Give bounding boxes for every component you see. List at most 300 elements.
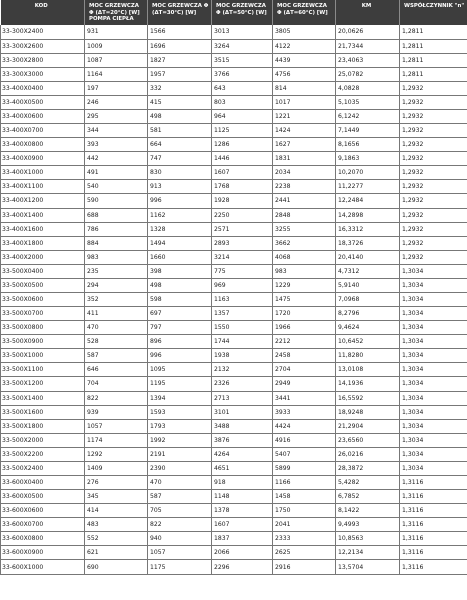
table-row	[1, 419, 467, 433]
cell-kod: 33-600X0900	[1, 546, 85, 560]
cell-power-dt20: 1292	[85, 447, 148, 461]
cell-coefficient-n: 1,3034	[400, 321, 467, 335]
cell-km: 5,9140	[336, 278, 400, 292]
cell-coefficient-n: 1,3116	[400, 476, 467, 490]
cell-coefficient-n: 1,2932	[400, 208, 467, 222]
cell-power-dt50: 1357	[212, 307, 273, 321]
cell-km: 5,4282	[336, 476, 400, 490]
cell-power-dt30: 415	[148, 95, 212, 109]
cell-power-dt60: 1458	[273, 490, 336, 504]
header-power-dt60: MOC GRZEWCZA Φ (ΔT=60°C) [W]	[273, 0, 336, 25]
cell-power-dt30: 1696	[148, 39, 212, 53]
cell-coefficient-n: 1,3116	[400, 490, 467, 504]
table-row	[1, 335, 467, 349]
cell-power-dt30: 1328	[148, 222, 212, 236]
cell-power-dt60: 3662	[273, 236, 336, 250]
cell-power-dt60: 1966	[273, 321, 336, 335]
cell-power-dt60: 2441	[273, 194, 336, 208]
cell-km: 6,1242	[336, 109, 400, 123]
cell-power-dt60: 2848	[273, 208, 336, 222]
cell-power-dt20: 491	[85, 166, 148, 180]
cell-km: 26,0216	[336, 447, 400, 461]
cell-power-dt20: 393	[85, 138, 148, 152]
cell-km: 14,1936	[336, 377, 400, 391]
cell-km: 4,0828	[336, 81, 400, 95]
cell-power-dt50: 1938	[212, 349, 273, 363]
cell-kod: 33-500X0800	[1, 321, 85, 335]
cell-kod: 33-400X0900	[1, 152, 85, 166]
cell-power-dt20: 983	[85, 250, 148, 264]
cell-km: 18,9248	[336, 405, 400, 419]
cell-power-dt50: 1837	[212, 532, 273, 546]
cell-power-dt30: 940	[148, 532, 212, 546]
cell-power-dt20: 939	[85, 405, 148, 419]
cell-power-dt60: 1475	[273, 292, 336, 306]
table-row	[1, 490, 467, 504]
header-row	[1, 0, 467, 25]
cell-coefficient-n: 1,3034	[400, 447, 467, 461]
cell-power-dt30: 1175	[148, 560, 212, 574]
cell-power-dt60: 1627	[273, 138, 336, 152]
cell-power-dt30: 913	[148, 180, 212, 194]
cell-coefficient-n: 1,2932	[400, 138, 467, 152]
cell-power-dt50: 3766	[212, 67, 273, 81]
cell-power-dt60: 3933	[273, 405, 336, 419]
table-row	[1, 546, 467, 560]
table-row	[1, 166, 467, 180]
cell-coefficient-n: 1,3034	[400, 335, 467, 349]
cell-power-dt50: 1446	[212, 152, 273, 166]
cell-power-dt60: 3441	[273, 391, 336, 405]
cell-power-dt20: 822	[85, 391, 148, 405]
cell-coefficient-n: 1,2811	[400, 53, 467, 67]
header-km: KM	[336, 0, 400, 25]
cell-power-dt50: 1928	[212, 194, 273, 208]
cell-kod: 33-500X0700	[1, 307, 85, 321]
cell-power-dt50: 1768	[212, 180, 273, 194]
cell-power-dt30: 498	[148, 278, 212, 292]
header-coefficient-n: WSPÓŁCZYNNIK "n"	[400, 0, 467, 25]
cell-kod: 33-500X1000	[1, 349, 85, 363]
cell-km: 21,7344	[336, 39, 400, 53]
cell-power-dt20: 276	[85, 476, 148, 490]
cell-km: 23,6560	[336, 433, 400, 447]
cell-power-dt30: 1095	[148, 363, 212, 377]
cell-power-dt60: 2238	[273, 180, 336, 194]
cell-power-dt20: 590	[85, 194, 148, 208]
table-row	[1, 447, 467, 461]
table-row	[1, 53, 467, 67]
cell-coefficient-n: 1,2932	[400, 81, 467, 95]
cell-coefficient-n: 1,3034	[400, 292, 467, 306]
cell-kod: 33-600X0600	[1, 504, 85, 518]
header-power-dt50: MOC GRZEWCZA Φ (ΔT=50°C) [W]	[212, 0, 273, 25]
table-row	[1, 433, 467, 447]
cell-kod: 33-500X2400	[1, 461, 85, 475]
cell-kod: 33-500X1100	[1, 363, 85, 377]
table-row	[1, 208, 467, 222]
cell-km: 20,4140	[336, 250, 400, 264]
cell-power-dt50: 3515	[212, 53, 273, 67]
cell-power-dt30: 664	[148, 138, 212, 152]
cell-km: 8,2796	[336, 307, 400, 321]
table-row	[1, 124, 467, 138]
cell-km: 8,1422	[336, 504, 400, 518]
table-body	[1, 25, 467, 574]
cell-kod: 33-400X0400	[1, 81, 85, 95]
cell-power-dt20: 1409	[85, 461, 148, 475]
cell-power-dt50: 3876	[212, 433, 273, 447]
cell-power-dt60: 3255	[273, 222, 336, 236]
cell-km: 6,7852	[336, 490, 400, 504]
cell-power-dt60: 2704	[273, 363, 336, 377]
cell-coefficient-n: 1,3116	[400, 518, 467, 532]
cell-km: 23,4063	[336, 53, 400, 67]
cell-power-dt20: 470	[85, 321, 148, 335]
cell-power-dt60: 1831	[273, 152, 336, 166]
cell-km: 16,3312	[336, 222, 400, 236]
cell-km: 18,3726	[336, 236, 400, 250]
cell-power-dt60: 983	[273, 264, 336, 278]
cell-power-dt50: 803	[212, 95, 273, 109]
cell-power-dt30: 1827	[148, 53, 212, 67]
cell-power-dt50: 1550	[212, 321, 273, 335]
table-row	[1, 349, 467, 363]
cell-kod: 33-400X1100	[1, 180, 85, 194]
cell-km: 9,4624	[336, 321, 400, 335]
cell-coefficient-n: 1,2932	[400, 109, 467, 123]
cell-power-dt60: 1750	[273, 504, 336, 518]
cell-power-dt50: 918	[212, 476, 273, 490]
table-row	[1, 81, 467, 95]
cell-coefficient-n: 1,2811	[400, 67, 467, 81]
table-row	[1, 307, 467, 321]
cell-power-dt50: 3488	[212, 419, 273, 433]
cell-kod: 33-500X0500	[1, 278, 85, 292]
cell-power-dt60: 5407	[273, 447, 336, 461]
cell-power-dt50: 775	[212, 264, 273, 278]
cell-km: 11,2277	[336, 180, 400, 194]
table-row	[1, 363, 467, 377]
cell-coefficient-n: 1,2811	[400, 39, 467, 53]
cell-power-dt30: 996	[148, 349, 212, 363]
cell-power-dt60: 4439	[273, 53, 336, 67]
cell-power-dt50: 1125	[212, 124, 273, 138]
cell-kod: 33-600X0700	[1, 518, 85, 532]
cell-power-dt50: 3214	[212, 250, 273, 264]
cell-power-dt30: 2191	[148, 447, 212, 461]
cell-coefficient-n: 1,3116	[400, 546, 467, 560]
cell-km: 9,4993	[336, 518, 400, 532]
cell-power-dt50: 2571	[212, 222, 273, 236]
table-row	[1, 222, 467, 236]
cell-coefficient-n: 1,2932	[400, 95, 467, 109]
cell-coefficient-n: 1,2932	[400, 194, 467, 208]
cell-power-dt30: 1394	[148, 391, 212, 405]
cell-coefficient-n: 1,3034	[400, 433, 467, 447]
cell-kod: 33-600X0800	[1, 532, 85, 546]
cell-power-dt50: 1378	[212, 504, 273, 518]
cell-coefficient-n: 1,3034	[400, 278, 467, 292]
cell-power-dt20: 540	[85, 180, 148, 194]
cell-kod: 33-500X1400	[1, 391, 85, 405]
cell-power-dt20: 352	[85, 292, 148, 306]
cell-power-dt60: 1221	[273, 109, 336, 123]
cell-power-dt50: 4264	[212, 447, 273, 461]
table-row	[1, 278, 467, 292]
table-row	[1, 405, 467, 419]
cell-power-dt60: 2041	[273, 518, 336, 532]
cell-power-dt30: 747	[148, 152, 212, 166]
cell-kod: 33-500X0600	[1, 292, 85, 306]
cell-km: 9,1863	[336, 152, 400, 166]
cell-power-dt60: 4424	[273, 419, 336, 433]
cell-power-dt20: 688	[85, 208, 148, 222]
cell-kod: 33-400X1600	[1, 222, 85, 236]
cell-kod: 33-600X1000	[1, 560, 85, 574]
cell-power-dt30: 830	[148, 166, 212, 180]
cell-coefficient-n: 1,3034	[400, 405, 467, 419]
cell-power-dt20: 884	[85, 236, 148, 250]
cell-coefficient-n: 1,2932	[400, 250, 467, 264]
table-row	[1, 152, 467, 166]
cell-power-dt30: 581	[148, 124, 212, 138]
cell-power-dt20: 442	[85, 152, 148, 166]
cell-km: 10,8563	[336, 532, 400, 546]
cell-power-dt30: 398	[148, 264, 212, 278]
cell-power-dt60: 2333	[273, 532, 336, 546]
table-row	[1, 391, 467, 405]
cell-power-dt30: 1162	[148, 208, 212, 222]
table-row	[1, 236, 467, 250]
cell-power-dt60: 1229	[273, 278, 336, 292]
table-row	[1, 39, 467, 53]
cell-power-dt60: 1720	[273, 307, 336, 321]
cell-power-dt60: 3805	[273, 25, 336, 39]
table-row	[1, 194, 467, 208]
cell-power-dt20: 295	[85, 109, 148, 123]
cell-coefficient-n: 1,2932	[400, 152, 467, 166]
cell-kod: 33-400X0500	[1, 95, 85, 109]
cell-power-dt30: 1057	[148, 546, 212, 560]
cell-power-dt20: 411	[85, 307, 148, 321]
cell-kod: 33-300X2600	[1, 39, 85, 53]
cell-power-dt50: 3013	[212, 25, 273, 39]
cell-power-dt50: 4651	[212, 461, 273, 475]
cell-power-dt20: 690	[85, 560, 148, 574]
cell-power-dt30: 498	[148, 109, 212, 123]
cell-power-dt60: 1166	[273, 476, 336, 490]
cell-power-dt50: 2713	[212, 391, 273, 405]
cell-power-dt20: 1174	[85, 433, 148, 447]
cell-power-dt30: 1593	[148, 405, 212, 419]
cell-power-dt20: 704	[85, 377, 148, 391]
cell-power-dt50: 2132	[212, 363, 273, 377]
cell-power-dt60: 2949	[273, 377, 336, 391]
table-row	[1, 264, 467, 278]
cell-power-dt30: 1992	[148, 433, 212, 447]
cell-power-dt20: 294	[85, 278, 148, 292]
cell-coefficient-n: 1,2811	[400, 25, 467, 39]
cell-km: 28,3872	[336, 461, 400, 475]
cell-power-dt60: 2458	[273, 349, 336, 363]
cell-kod: 33-300X2400	[1, 25, 85, 39]
cell-coefficient-n: 1,3034	[400, 419, 467, 433]
cell-power-dt50: 2296	[212, 560, 273, 574]
cell-power-dt20: 1087	[85, 53, 148, 67]
table-row	[1, 109, 467, 123]
cell-km: 12,2484	[336, 194, 400, 208]
cell-km: 25,0782	[336, 67, 400, 81]
cell-power-dt60: 2625	[273, 546, 336, 560]
cell-coefficient-n: 1,2932	[400, 180, 467, 194]
cell-kod: 33-400X1800	[1, 236, 85, 250]
cell-power-dt30: 697	[148, 307, 212, 321]
cell-power-dt60: 5899	[273, 461, 336, 475]
cell-power-dt20: 646	[85, 363, 148, 377]
cell-power-dt50: 1607	[212, 166, 273, 180]
cell-power-dt30: 587	[148, 490, 212, 504]
cell-power-dt20: 344	[85, 124, 148, 138]
cell-kod: 33-400X0700	[1, 124, 85, 138]
cell-power-dt30: 1195	[148, 377, 212, 391]
table-row	[1, 518, 467, 532]
cell-power-dt20: 483	[85, 518, 148, 532]
cell-power-dt30: 1660	[148, 250, 212, 264]
cell-coefficient-n: 1,2932	[400, 166, 467, 180]
table-row	[1, 532, 467, 546]
cell-coefficient-n: 1,3034	[400, 307, 467, 321]
cell-kod: 33-500X1800	[1, 419, 85, 433]
cell-power-dt30: 470	[148, 476, 212, 490]
header-power-dt30: MOC GRZEWCZA Φ (ΔT=30°C) [W]	[148, 0, 212, 25]
cell-coefficient-n: 1,3034	[400, 391, 467, 405]
cell-kod: 33-500X1600	[1, 405, 85, 419]
cell-power-dt50: 1148	[212, 490, 273, 504]
cell-power-dt60: 4122	[273, 39, 336, 53]
cell-kod: 33-400X2000	[1, 250, 85, 264]
cell-power-dt20: 235	[85, 264, 148, 278]
cell-kod: 33-500X0900	[1, 335, 85, 349]
cell-power-dt20: 587	[85, 349, 148, 363]
cell-power-dt60: 2212	[273, 335, 336, 349]
cell-km: 10,6452	[336, 335, 400, 349]
cell-power-dt50: 1607	[212, 518, 273, 532]
cell-coefficient-n: 1,3034	[400, 461, 467, 475]
cell-kod: 33-500X1200	[1, 377, 85, 391]
cell-power-dt60: 814	[273, 81, 336, 95]
cell-power-dt50: 3101	[212, 405, 273, 419]
cell-power-dt20: 1057	[85, 419, 148, 433]
cell-km: 16,5592	[336, 391, 400, 405]
cell-power-dt30: 822	[148, 518, 212, 532]
cell-kod: 33-500X2000	[1, 433, 85, 447]
cell-power-dt60: 2916	[273, 560, 336, 574]
cell-power-dt20: 345	[85, 490, 148, 504]
cell-coefficient-n: 1,3034	[400, 363, 467, 377]
cell-power-dt30: 896	[148, 335, 212, 349]
cell-kod: 33-300X3000	[1, 67, 85, 81]
cell-km: 5,1035	[336, 95, 400, 109]
cell-power-dt20: 786	[85, 222, 148, 236]
cell-power-dt50: 643	[212, 81, 273, 95]
cell-kod: 33-400X1000	[1, 166, 85, 180]
cell-power-dt20: 621	[85, 546, 148, 560]
cell-km: 7,0968	[336, 292, 400, 306]
table-row	[1, 138, 467, 152]
table-row	[1, 180, 467, 194]
cell-power-dt30: 1957	[148, 67, 212, 81]
cell-km: 7,1449	[336, 124, 400, 138]
cell-kod: 33-500X2200	[1, 447, 85, 461]
cell-power-dt30: 705	[148, 504, 212, 518]
cell-power-dt50: 1163	[212, 292, 273, 306]
cell-km: 4,7312	[336, 264, 400, 278]
cell-coefficient-n: 1,3116	[400, 504, 467, 518]
cell-power-dt20: 1009	[85, 39, 148, 53]
cell-power-dt30: 598	[148, 292, 212, 306]
cell-power-dt60: 2034	[273, 166, 336, 180]
cell-kod: 33-500X0400	[1, 264, 85, 278]
cell-power-dt30: 332	[148, 81, 212, 95]
table-row	[1, 67, 467, 81]
cell-coefficient-n: 1,3116	[400, 560, 467, 574]
cell-power-dt50: 964	[212, 109, 273, 123]
cell-power-dt50: 2250	[212, 208, 273, 222]
cell-km: 14,2898	[336, 208, 400, 222]
cell-coefficient-n: 1,2932	[400, 222, 467, 236]
cell-power-dt60: 1017	[273, 95, 336, 109]
cell-coefficient-n: 1,3034	[400, 264, 467, 278]
cell-power-dt50: 2326	[212, 377, 273, 391]
cell-kod: 33-300X2800	[1, 53, 85, 67]
cell-km: 10,2070	[336, 166, 400, 180]
cell-kod: 33-400X0800	[1, 138, 85, 152]
cell-power-dt20: 1164	[85, 67, 148, 81]
cell-coefficient-n: 1,2932	[400, 124, 467, 138]
cell-power-dt60: 4756	[273, 67, 336, 81]
cell-kod: 33-600X0400	[1, 476, 85, 490]
table-row	[1, 321, 467, 335]
cell-km: 8,1656	[336, 138, 400, 152]
cell-power-dt60: 1424	[273, 124, 336, 138]
cell-power-dt20: 552	[85, 532, 148, 546]
table-row	[1, 504, 467, 518]
cell-power-dt30: 996	[148, 194, 212, 208]
table-row	[1, 95, 467, 109]
cell-power-dt20: 246	[85, 95, 148, 109]
cell-power-dt30: 2390	[148, 461, 212, 475]
header-kod: KOD	[1, 0, 85, 25]
cell-power-dt20: 197	[85, 81, 148, 95]
cell-kod: 33-400X1200	[1, 194, 85, 208]
cell-coefficient-n: 1,2932	[400, 236, 467, 250]
table-row	[1, 560, 467, 574]
cell-km: 13,5704	[336, 560, 400, 574]
cell-km: 21,2904	[336, 419, 400, 433]
cell-kod: 33-600X0500	[1, 490, 85, 504]
cell-power-dt50: 969	[212, 278, 273, 292]
cell-km: 13,0108	[336, 363, 400, 377]
cell-power-dt30: 797	[148, 321, 212, 335]
cell-power-dt50: 1286	[212, 138, 273, 152]
cell-power-dt20: 414	[85, 504, 148, 518]
cell-km: 11,8280	[336, 349, 400, 363]
table-row	[1, 292, 467, 306]
cell-kod: 33-400X1400	[1, 208, 85, 222]
cell-coefficient-n: 1,3034	[400, 377, 467, 391]
table-row	[1, 461, 467, 475]
